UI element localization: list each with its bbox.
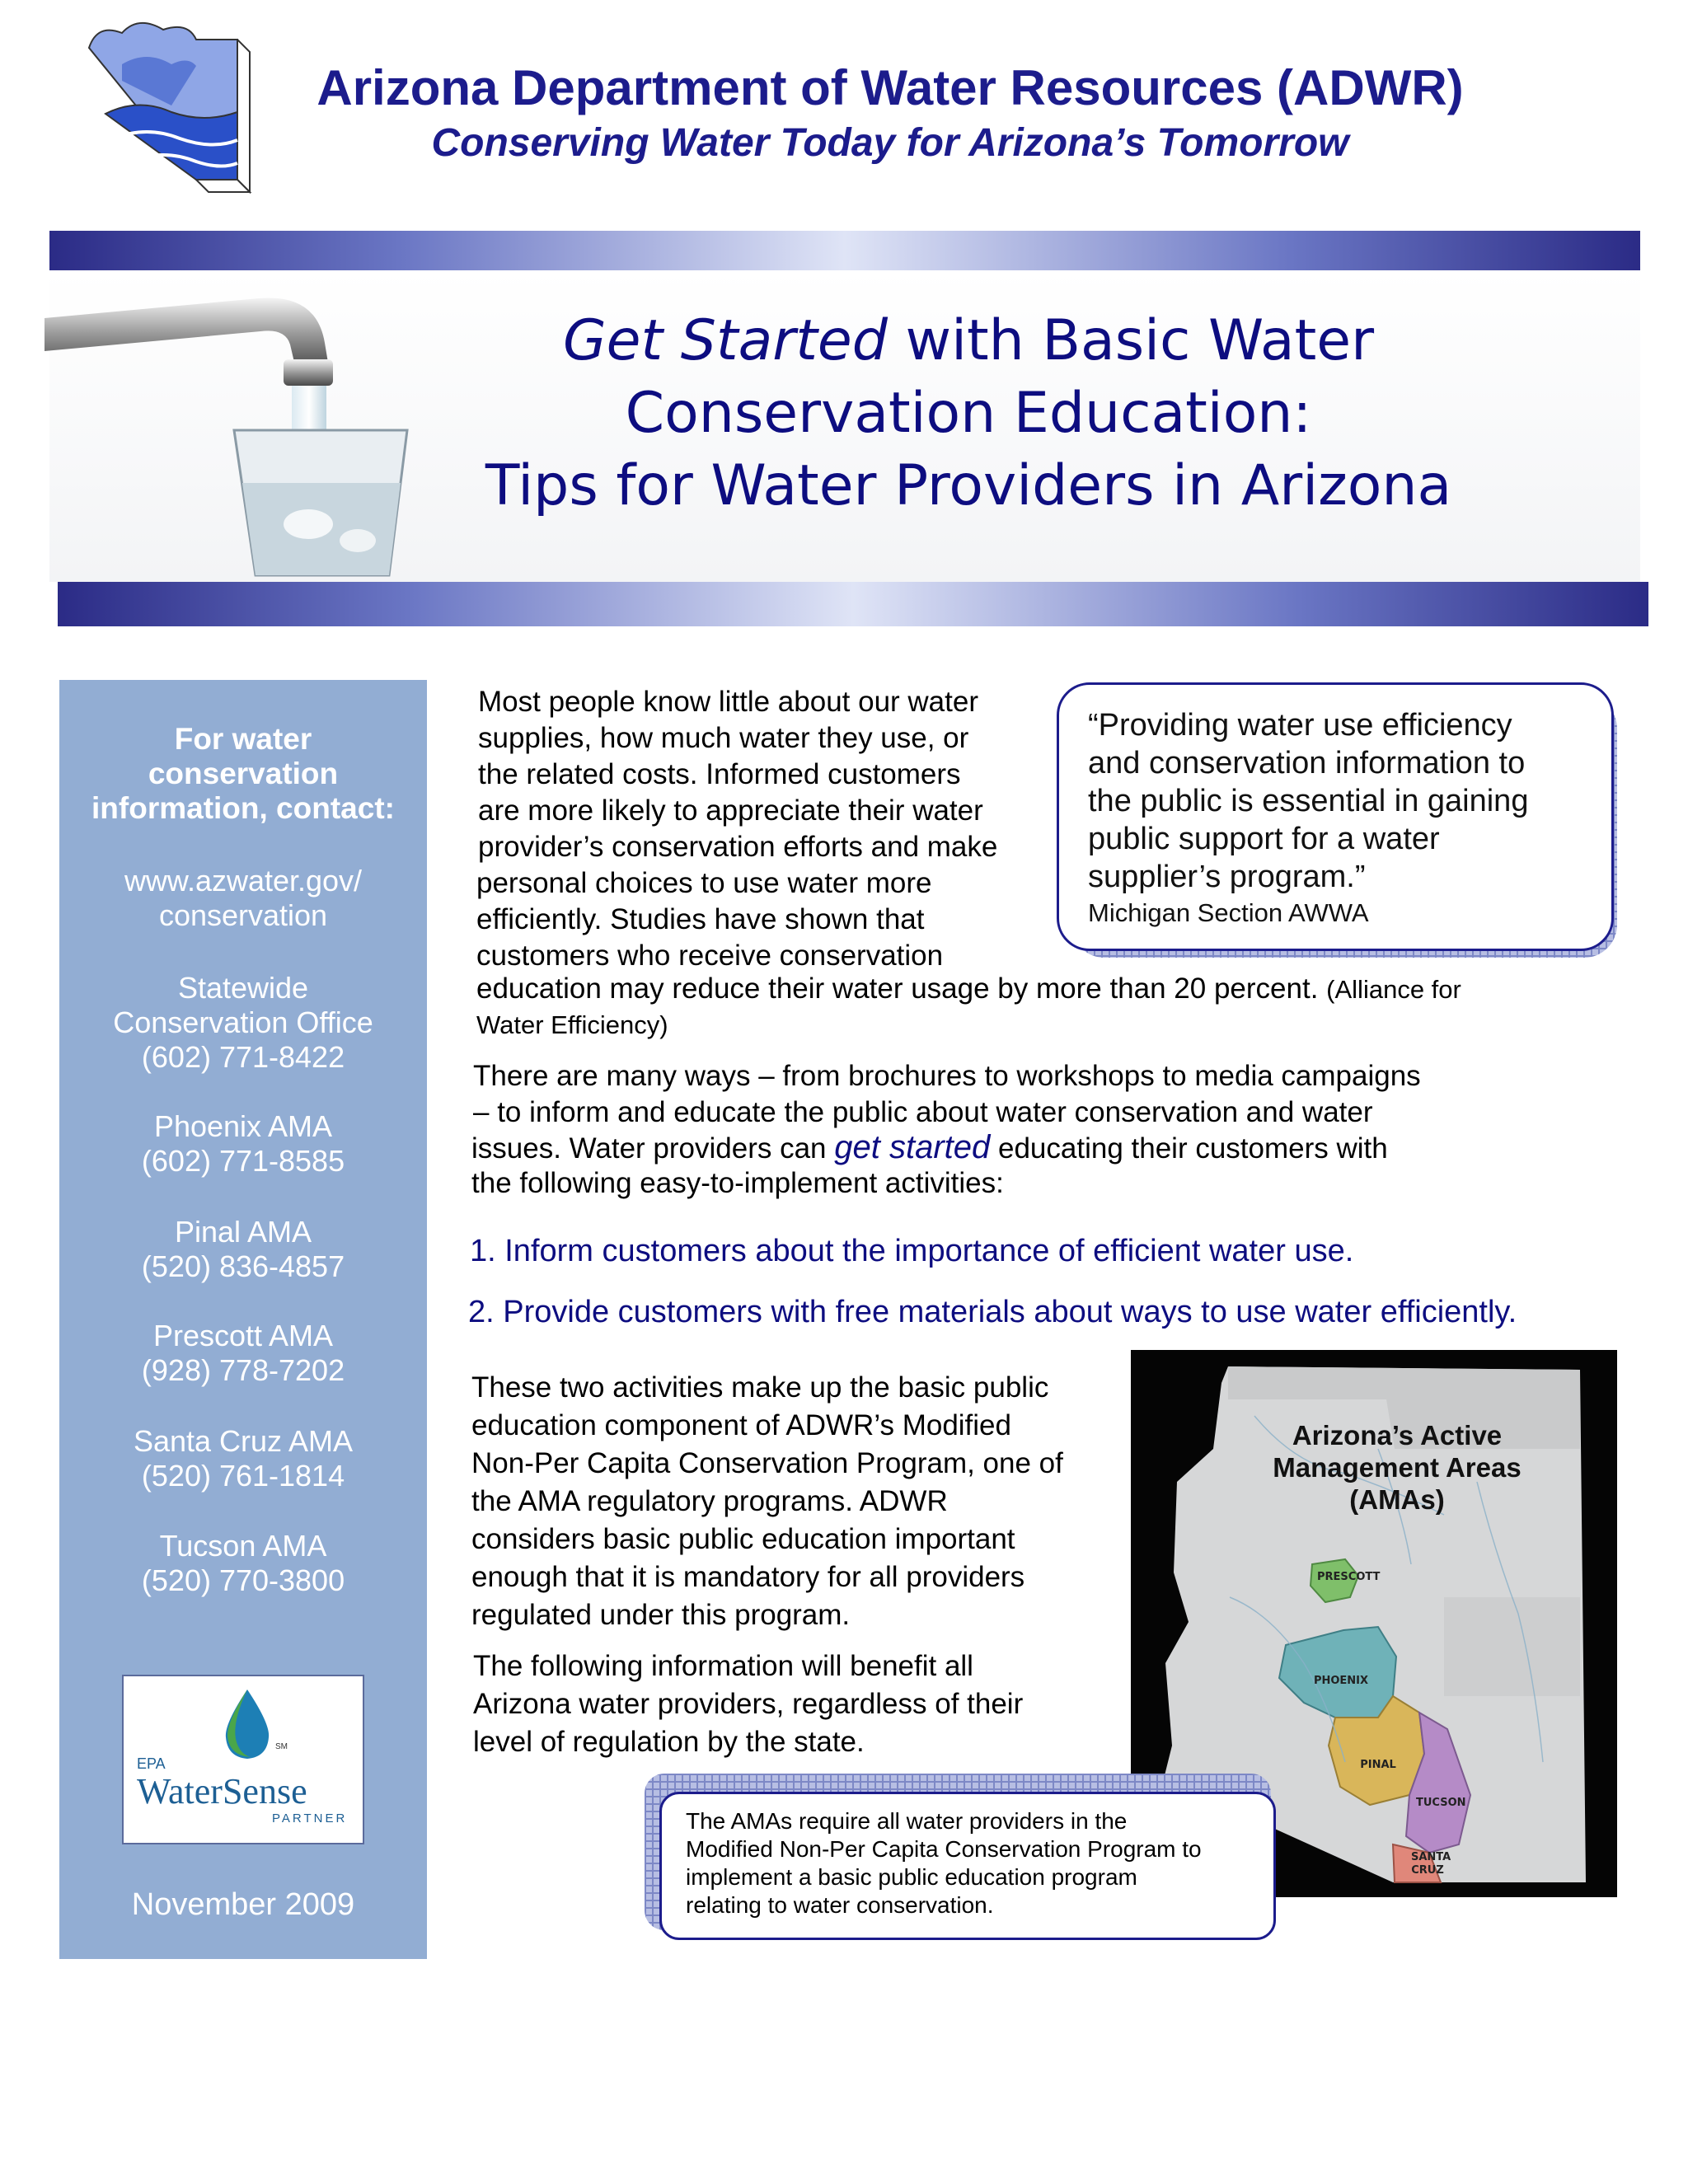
contact-name: Pinal AMA xyxy=(174,1215,312,1249)
watersense-partner-logo xyxy=(122,1675,364,1844)
ama-label-santa: SANTA xyxy=(1411,1851,1451,1863)
contact-phone: (520) 836-4857 xyxy=(141,1249,345,1283)
intro-line: customers who receive conservation xyxy=(476,940,944,972)
website-link[interactable]: www.azwater.gov/ xyxy=(124,864,363,898)
intro-line: are more likely to appreciate their water xyxy=(478,794,983,827)
paragraph-two-line: the AMA regulatory programs. ADWR xyxy=(471,1485,948,1517)
paragraph-two-line: regulated under this program. xyxy=(471,1599,851,1631)
contact-phone: (928) 778-7202 xyxy=(141,1353,345,1387)
paragraph-two-line: enough that it is mandatory for all providers xyxy=(471,1561,1025,1593)
contact-phone: (520) 761-1814 xyxy=(141,1459,345,1493)
watersense-wordmark: WaterSense xyxy=(137,1771,307,1811)
water-drop-icon xyxy=(221,1688,274,1760)
intro-line: Most people know little about our water xyxy=(478,686,978,718)
service-mark: SM xyxy=(275,1742,288,1751)
title-line3: Tips for Water Providers in Arizona xyxy=(485,453,1452,518)
quote-text: “Providing water use efficiency and conservation information to the public is essential in gaining public support for a water supplier’s program.” xyxy=(1088,708,1529,894)
contact-name: Conservation Office xyxy=(113,1005,373,1039)
header-band xyxy=(49,231,1640,270)
paragraph-three-line: level of regulation by the state. xyxy=(473,1726,865,1758)
title-line2: Conservation Education: xyxy=(625,381,1312,446)
intro-line: efficiently. Studies have shown that xyxy=(476,903,925,935)
quote-source: Michigan Section AWWA xyxy=(1088,898,1369,927)
paragraph-two-line: education component of ADWR’s Modified xyxy=(471,1409,1011,1441)
org-name: Arizona Department of Water Resources (ADWR) xyxy=(316,60,1464,115)
ways-line: issues. Water providers can get started educating their customers with xyxy=(471,1129,1388,1165)
paragraph-two-line: considers basic public education important xyxy=(471,1523,1015,1555)
document-title xyxy=(462,305,1475,523)
adwr-logo xyxy=(73,15,267,206)
citation-cont: Water Efficiency) xyxy=(476,1010,668,1039)
contact-phone: (602) 771-8585 xyxy=(141,1144,345,1178)
map-title: Arizona’s Active Management Areas (AMAs) xyxy=(1273,1420,1522,1515)
intro-line: provider’s conservation efforts and make xyxy=(478,831,998,863)
contact-name: Santa Cruz AMA xyxy=(133,1424,354,1458)
partner-label: PARTNER xyxy=(272,1811,348,1825)
contact-phone: (602) 771-8422 xyxy=(141,1040,345,1074)
contact-name: Tucson AMA xyxy=(159,1529,327,1563)
faucet-glass-image xyxy=(45,277,432,582)
contact-name: Phoenix AMA xyxy=(153,1109,333,1143)
contact-heading: For water conservation information, contact: xyxy=(91,722,395,825)
title-line1-rest: with Basic Water xyxy=(887,308,1375,373)
title-get-started: Get Started xyxy=(562,308,888,373)
intro-line: education may reduce their water usage by more than 20 percent. (Alliance for xyxy=(476,972,1461,1005)
ama-label-tucson: TUCSON xyxy=(1416,1797,1466,1809)
ama-label-cruz: CRUZ xyxy=(1411,1864,1444,1877)
org-tagline: Conserving Water Today for Arizona’s Tomorrow xyxy=(431,121,1349,165)
paragraph-two-line: These two activities make up the basic public xyxy=(471,1371,1049,1404)
intro-line: personal choices to use water more xyxy=(476,867,932,899)
epa-label: EPA xyxy=(137,1755,166,1772)
paragraph-two-line: Non-Per Capita Conservation Program, one of xyxy=(471,1447,1063,1479)
ways-line: – to inform and educate the public about water conservation and water xyxy=(473,1096,1373,1128)
contact-phone: (520) 770-3800 xyxy=(141,1563,345,1597)
callout-text: The AMAs require all water providers in the Modified Non-Per Capita Conservation Program to implement a basic public education program relating to water conservation. xyxy=(686,1808,1202,1918)
contact-name: Statewide xyxy=(177,971,309,1005)
ama-label-pinal: PINAL xyxy=(1360,1759,1396,1771)
title-band xyxy=(58,582,1648,626)
contact-name: Prescott AMA xyxy=(152,1319,334,1352)
ama-label-prescott: PRESCOTT xyxy=(1317,1571,1381,1583)
paragraph-three-line: Arizona water providers, regardless of their xyxy=(473,1688,1024,1720)
activity-item: 1. Inform customers about the importance of efficient water use. xyxy=(470,1234,1354,1268)
citation: (Alliance for xyxy=(1326,975,1461,1004)
website-link-cont[interactable]: conservation xyxy=(158,898,328,932)
intro-line: supplies, how much water they use, or xyxy=(478,722,969,754)
ama-label-phoenix: PHOENIX xyxy=(1313,1675,1369,1687)
paragraph-three-line: The following information will benefit all xyxy=(473,1650,973,1682)
ways-line: There are many ways – from brochures to workshops to media campaigns xyxy=(473,1060,1421,1092)
publication-date: November 2009 xyxy=(131,1887,355,1922)
get-started-emphasis: get started xyxy=(834,1129,991,1165)
ways-line: the following easy-to-implement activities: xyxy=(471,1167,1004,1199)
intro-line: the related costs. Informed customers xyxy=(478,758,961,790)
activity-item: 2. Provide customers with free materials about ways to use water efficiently. xyxy=(468,1295,1517,1329)
